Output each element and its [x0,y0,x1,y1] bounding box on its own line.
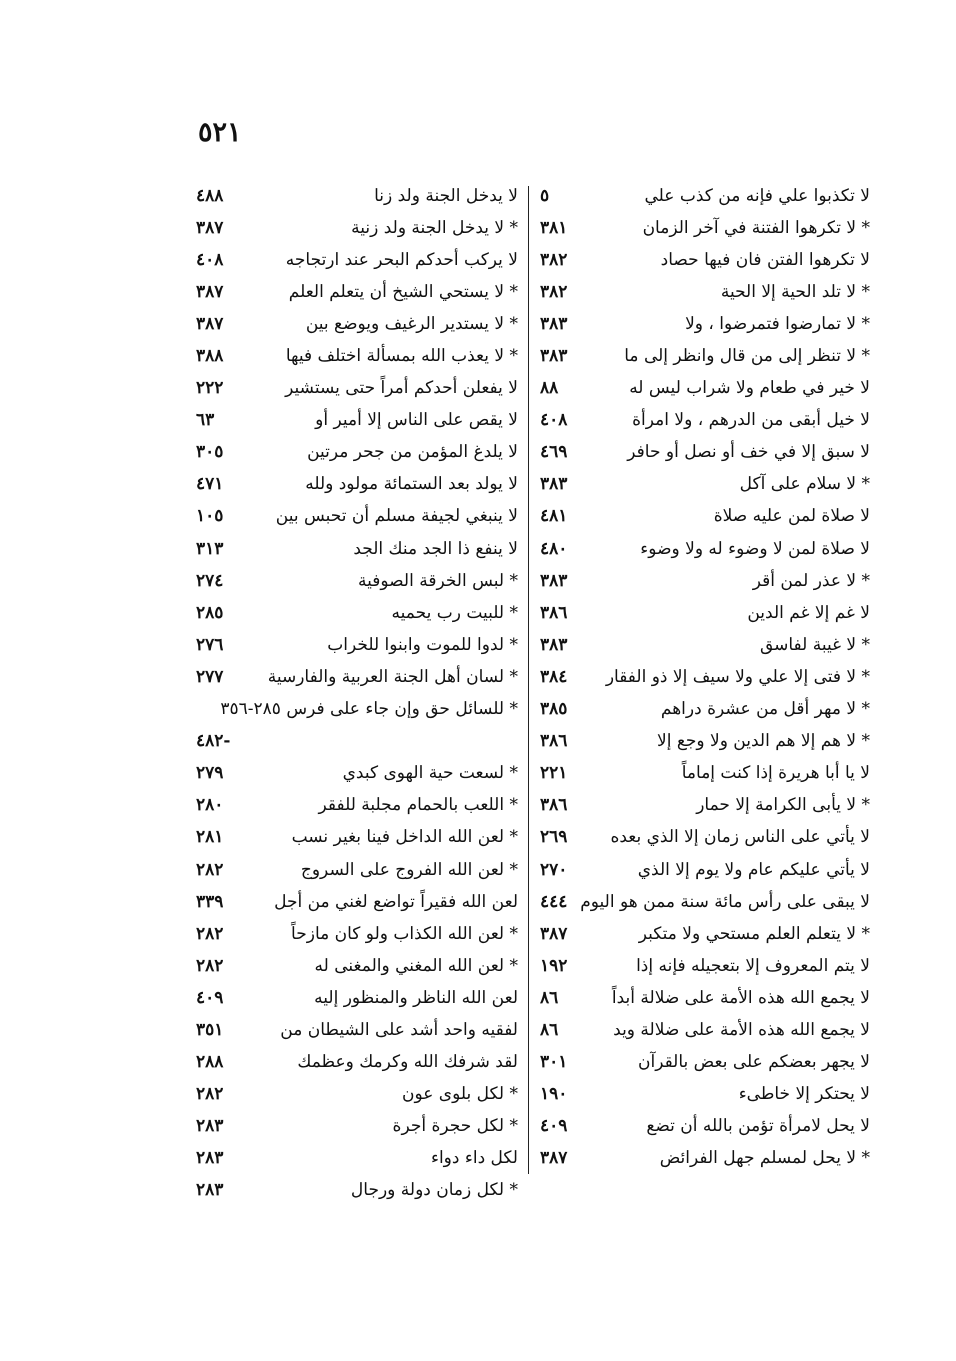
index-entry [540,340,870,372]
index-entry [540,244,870,276]
index-entry [540,1143,870,1175]
entry-text: * لا يستدير الرغيف ويوضع بين [305,313,518,334]
entry-page-number: ٣٠١ [540,1052,568,1073]
entry-page-number: ٢٧٠ [540,859,568,880]
index-entry [196,533,518,565]
entry-page-number: ٣٨٦ [540,602,568,623]
entry-text: لا يجمع الله هذه الأمة على ضلالة أبداً [611,987,870,1008]
entry-page-number: ٤٤٤ [540,891,568,912]
entry-page-number: ٣٨٧ [196,217,224,238]
entry-text: * لا تلد الحية إلا الحية [720,281,870,302]
entry-page-number: ٤٨٠ [540,538,568,559]
index-entry [196,469,518,501]
entry-page-number: ٣٨٧ [540,923,568,944]
entry-page-number: ٣٣٩ [196,891,224,912]
entry-text: * لعن الله الفروج على السروج [300,859,518,880]
entry-text: لا يدخل الجنة ولد زنا [374,185,518,206]
entry-text: * لا فتى إلا علي ولا سيف إلا ذو الفقار [605,666,870,687]
entry-page-number: ٣٨١ [540,217,568,238]
index-entry [196,180,518,212]
entry-page-number: ١٩٠ [540,1084,568,1105]
entry-page-number: ٢٨١ [196,827,224,848]
entry-page-number: ٢٨٢ [196,923,224,944]
entry-text: لا يتم المعروف إلا بتعجيله فإنه إذا [636,955,870,976]
entry-page-number: ٤٠٩ [540,1116,568,1137]
index-entry [196,212,518,244]
index-entry [196,758,518,790]
entry-page-number: ٨٦ [540,1019,559,1040]
entry-text: * لعن الله الداخل فينا بغير نسب [291,827,518,848]
index-entry [540,918,870,950]
index-entry [540,982,870,1014]
index-entry [540,1111,870,1143]
entry-page-number: ٢٨٢ [196,859,224,880]
entry-page-number: ٣٨٤ [540,666,568,687]
entry-text: لا خيل أبقى من الدرهم ، ولا امرأة [632,410,870,431]
entry-text: لا يأتي على الناس زمان إلا الذي بعده [610,827,870,848]
entry-page-number: ٣٨٢ [540,281,568,302]
entry-page-number: ٢٨٢ [196,1084,224,1105]
entry-page-number: ٣٨٧ [196,281,224,302]
entry-page-number: ٣٨٣ [540,346,568,367]
index-column-right [540,180,870,1175]
entry-text: * لا يدخل الجنة ولد زنية [351,217,518,238]
entry-page-number: ٢٨٢ [196,955,224,976]
index-entry [196,1047,518,1079]
index-entry [540,276,870,308]
index-entry [540,565,870,597]
index-entry [196,1079,518,1111]
entry-text: لا تكذبوا علي فإنه من كذب علي [644,185,870,206]
index-entry [540,533,870,565]
index-entry [196,1175,518,1207]
entry-text: لا سبق إلا في خف أو نصل أو حافر [627,442,870,463]
entry-text: لا يجمع الله هذه الأمة على ضلالة ويد [613,1019,870,1040]
entry-page-number: ١٩٢ [540,955,568,976]
entry-text: * لا تكرهوا الفتنة في آخر الزمان [642,217,870,238]
entry-page-number: ١٠٥ [196,506,224,527]
entry-text: * اللعب بالحمام مجلبة للفقر [318,795,518,816]
column-divider [528,186,529,1174]
entry-text: * لا يعذب الله بمسألة اختلف فيها [285,346,518,367]
index-entry [540,308,870,340]
entry-page-number: ٢٢٢ [196,378,224,399]
entry-page-number: ٣٨٥ [540,699,568,720]
entry-page-number: ٣٨٦ [540,731,568,752]
entry-text: لا غم إلا غم الدين [747,602,870,623]
index-entry [196,1014,518,1046]
entry-page-number: ٢٨٨ [196,1052,224,1073]
entry-page-number: ٣٥١ [196,1019,224,1040]
index-entry [196,982,518,1014]
entry-text: لعن الله الناظر والمنظور إليه [314,987,518,1008]
index-entry [196,597,518,629]
page-number: ٥٢١ [198,117,242,148]
entry-page-number: ٣٨٢ [540,249,568,270]
entry-text: لقد شرفك الله وكرمك وعظمك [297,1052,518,1073]
index-entry [196,501,518,533]
index-entry [196,886,518,918]
index-entry [540,180,870,212]
index-entry [196,340,518,372]
entry-page-number: ٦٣ [196,410,215,431]
entry-text: لا يحل لامرأة تؤمن بالله أن تضع [646,1116,870,1137]
entry-text: لا يلدغ المؤمن من جحر مرتين [307,442,518,463]
index-entry [196,437,518,469]
entry-page-number: ٣٨٧ [196,313,224,334]
entry-page-number: ٢٧٩ [196,763,224,784]
entry-text: * لسعت حية الهوى كبدي [342,763,518,784]
entry-text: لا خير في طعام ولا شراب ليس له [629,378,870,399]
entry-page-number: ٥ [540,185,550,206]
entry-page-number: ٣٨٦ [540,795,568,816]
entry-text: * لسان أهل الجنة العربية والفارسية [267,666,518,687]
index-entry [540,597,870,629]
entry-text: لكل داء دواء [430,1148,518,1169]
entry-page-number: ٤٦٩ [540,442,568,463]
entry-text: * لا سلام على آكل [739,474,870,495]
entry-text: * لا يحل لمسلم جهل الفرائض [659,1148,870,1169]
entry-page-number: ٣١٣ [196,538,224,559]
entry-page-number: ٢٢١ [540,763,568,784]
entry-text: لا ينبغي لجيفة مسلم أن تحبس بين [275,506,518,527]
entry-text: لا يحتكر إلا خاطىء [738,1084,870,1105]
entry-text: لا يا أبا هريرة إذا كنت إماماً [681,763,870,784]
index-entry [540,694,870,726]
index-entry [540,629,870,661]
entry-page-number: ٢٨٣ [196,1180,224,1201]
index-entry [196,405,518,437]
index-entry [540,501,870,533]
entry-text: * لا تنظر إلى من قال وانظر إلى ما [624,346,870,367]
index-entry [540,437,870,469]
entry-page-number: ٤٧١ [196,474,224,495]
index-entry [196,565,518,597]
entry-text: * لكل زمان دولة ورجال [350,1180,518,1201]
entry-page-number: ٣٨٣ [540,313,568,334]
entry-text: لا يركب أحدكم البحر عند ارتجاجه [285,249,518,270]
entry-text: لا صلاة لمن عليه صلاة [713,506,870,527]
entry-page-number: ٣٠٥ [196,442,224,463]
index-entry [196,918,518,950]
entry-page-number: -٤٨٢ [196,731,231,752]
index-entry [540,1014,870,1046]
entry-text: * للبيت رب يحميه [391,602,518,623]
index-entry [196,726,518,758]
index-entry [540,469,870,501]
index-entry [196,822,518,854]
entry-text: * لا يأبى الكرامة إلا حمار [696,795,870,816]
index-entry [196,694,518,726]
index-entry [196,373,518,405]
entry-text: * لا يستحي الشيخ أن يتعلم العلم [288,281,518,302]
entry-text: لفقيه واحد أشد على الشيطان من [280,1019,518,1040]
index-entry [540,661,870,693]
entry-page-number: ٣٨٣ [540,570,568,591]
index-entry [540,886,870,918]
entry-page-number: ٤٠٩ [196,987,224,1008]
entry-page-number: ٤٨٨ [196,185,224,206]
entry-text: * لبس الخرقة الصوفية [358,570,518,591]
entry-page-number: ٨٨ [540,378,559,399]
entry-text: * لا تمارضوا فتمرضوا ، ولا [685,313,870,334]
entry-page-number: ٣٨٨ [196,346,224,367]
index-entry [540,373,870,405]
entry-text: * لا مهر أقل من عشرة دراهم [660,699,870,720]
entry-page-number: ٢٨٣ [196,1116,224,1137]
entry-text: لا يولد بعد الستمائة مولود ولله [305,474,518,495]
entry-page-number: ٤٠٨ [196,249,224,270]
index-entry [540,758,870,790]
entry-text: لا صلاة لمن لا وضوء له ولا وضوء [640,538,870,559]
entry-page-number: ٢٨٥ [196,602,224,623]
entry-text: لا يقص على الناس إلا أمير أو [315,410,518,431]
entry-page-number: ٣٨٣ [540,634,568,655]
index-entry [196,244,518,276]
entry-page-number: ٢٧٤ [196,570,224,591]
entry-text: * لدوا للموت وابنوا للخراب [327,634,518,655]
index-entry [196,1111,518,1143]
entry-text: * لا عذر لمن أقر [752,570,870,591]
index-column-left [196,180,518,1207]
index-entry [196,790,518,822]
entry-text: لا تكرهوا الفتن فان فيها حصاد [660,249,870,270]
index-entry [196,629,518,661]
index-entry [196,308,518,340]
entry-text: * لعن الله المغني والمغنى له [314,955,518,976]
entry-page-number: ٢٦٩ [540,827,568,848]
entry-page-number: ٨٦ [540,987,559,1008]
entry-text: * للسائل حق وإن جاء على فرس ٢٨٥-٣٥٦ [220,699,518,720]
entry-text: * لا غيبة لفاسق [759,634,870,655]
index-entry [540,822,870,854]
entry-text: * لا هم إلا هم الدين ولا وجع إلا [657,731,870,752]
entry-page-number: ٢٧٧ [196,666,224,687]
index-entry [540,854,870,886]
index-entry [540,212,870,244]
index-entry [540,1047,870,1079]
index-entry [196,950,518,982]
index-entry [540,790,870,822]
entry-text: لا يأتي عليكم عام ولا يوم إلا الذي [637,859,870,880]
entry-text: * لعن الله الكذاب ولو كان مازحاً [291,923,518,944]
entry-text: * لا يتعلم العلم مستحي ولا متكبر [638,923,870,944]
entry-text: لا يبقى على رأس مائة سنة ممن هو اليوم [580,891,870,912]
index-entry [196,854,518,886]
index-entry [540,726,870,758]
entry-page-number: ٢٧٦ [196,634,224,655]
entry-text: لا ينفع ذا الجد منك الجد [353,538,518,559]
entry-page-number: ٤٠٨ [540,410,568,431]
index-entry [540,950,870,982]
entry-text: لعن الله فقيراً تواضع لغني من أجل [274,891,518,912]
entry-page-number: ٤٨١ [540,506,568,527]
entry-page-number: ٢٨٠ [196,795,224,816]
index-entry [196,661,518,693]
entry-page-number: ٣٨٧ [540,1148,568,1169]
entry-text: لا يجهر بعضكم على بعض بالقرآن [638,1052,870,1073]
entry-page-number: ٣٨٣ [540,474,568,495]
index-entry [540,1079,870,1111]
entry-page-number: ٢٨٣ [196,1148,224,1169]
index-entry [196,1143,518,1175]
entry-text: لا يفعلن أحدكم أمراً حتى يستشير [285,378,518,399]
index-entry [196,276,518,308]
entry-text: * لكل بلوى عون [401,1084,518,1105]
index-entry [540,405,870,437]
entry-text: * لكل حجرة أجرة [392,1116,518,1137]
